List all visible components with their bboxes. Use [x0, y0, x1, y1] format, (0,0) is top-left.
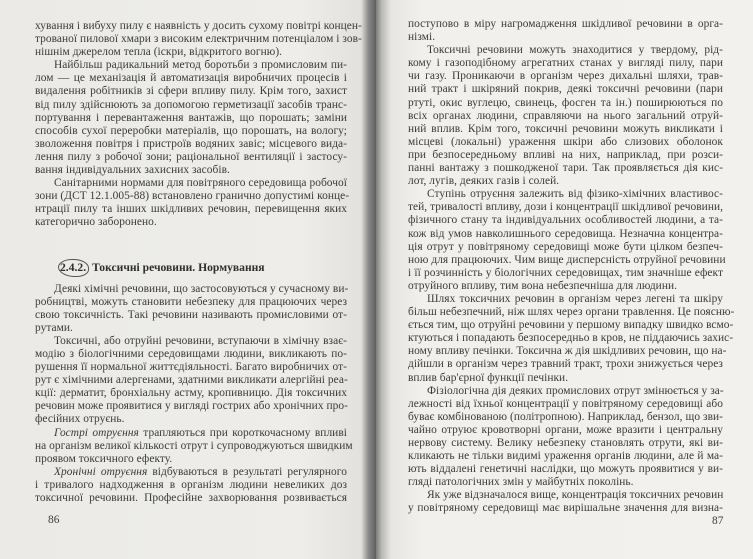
text-line: тей, тривалості впливу, дози і концентрації шкідливої речовини, — [408, 201, 724, 214]
line-rest: трапляються при короткочасному впливі — [138, 426, 347, 439]
text-line: всіх органах людини, справляючи на нього загальний отруй- — [408, 109, 723, 122]
paragraph — [35, 59, 347, 177]
text-line: Ступінь отруєння залежить від фізико-хімічних властивос- — [427, 188, 723, 201]
page-number-left: 86 — [48, 514, 60, 526]
paragraph — [408, 385, 723, 490]
text-line: Фізіологічна дія деяких промислових отрут змінюється у за- — [427, 384, 724, 397]
left-page-paragraphs-after-heading — [35, 282, 353, 506]
text-line: лежності від їхньої концентрації у повітряному середовищі або — [408, 397, 723, 410]
text-line: чайно отруює кровотворні органи, може вразити і центральну — [408, 423, 723, 436]
text-line: проявом токсичного ефекту. — [35, 452, 173, 465]
text-line: речовин може проявитися у вигляді гострих або хронічних про- — [35, 400, 348, 413]
paragraph — [35, 335, 347, 427]
text-line: місцеві (локальні) ураження шкіри або слизових оболонок — [408, 135, 723, 148]
text-line: портування і перевантаження вантажів, що порошать; заміни — [35, 111, 347, 124]
text-line: вання індивідуальних захисних засобів. — [35, 164, 230, 177]
text-line: зони (ДСТ 12.1.005-88) встановлено гранично допустимі конце- — [35, 190, 350, 203]
paragraph — [35, 177, 350, 229]
text-line: видалення робітників зі сфери впливу пилу. Крім того, захист — [35, 85, 347, 98]
text-line: буває комбінованою (політропною). Наприклад, бензол, що зви- — [408, 410, 723, 423]
text-line: кції: дерматит, бронхіальну астму, кропивницю. Дія токсичних — [35, 387, 347, 400]
text-line: лом — це механізація й автоматизація виробничих процесів і — [35, 72, 347, 85]
italic-term: Хронічні отруєння — [54, 465, 148, 478]
text-line: дійшли в організм через травний тракт, трохи знижується через — [408, 358, 723, 371]
text-line: рутами. — [35, 321, 73, 334]
text-line: ному впливу печінки. Токсична ж дія шкідливих речовин, що на- — [408, 345, 727, 358]
text-line: Шлях токсичних речовин в організм через легені та шкіру — [427, 292, 723, 305]
text-line: вплив бар'єрної функції печінки. — [408, 371, 569, 384]
text-line: гляді патологічних змін у майбутніх поколінь. — [408, 476, 634, 489]
paragraph — [35, 20, 362, 59]
right-page-text — [408, 18, 735, 516]
left-page-text — [35, 20, 362, 505]
text-line: рут є хімічними алергенами, здатними викликати алергійні реа- — [35, 374, 348, 387]
text-line: хування і вибуху пилу є наявність у досить сухому повітрі концен- — [35, 20, 362, 32]
text-line: ється тим, що отруйні речовини у першому випадку швидко всмо- — [408, 319, 734, 332]
text-line: у повітряному середовищі має вирішальне значення для визна- — [408, 502, 723, 515]
text-line: кож від умов навколишнього середовища. Незначна концентра- — [408, 227, 723, 240]
text-line: робництві, можуть становити небезпеку для працюючих через — [35, 295, 347, 308]
text-line: від пилу здійснюють за допомогою герметизації засобів транс- — [35, 98, 347, 111]
paragraph — [408, 18, 723, 44]
text-line: ний вплив. Крім того, токсичні речовини можуть викликати і — [408, 122, 723, 135]
text-line: Токсичні, або отруйні речовини, вступаючи в хімічну взає- — [54, 334, 347, 347]
text-line: отруйного впливу, тим вона небезпечніша для людини. — [408, 279, 678, 292]
section-heading — [35, 259, 347, 275]
paragraph — [408, 188, 726, 293]
text-line: Токсичні речовини можуть знаходитися у твердому, рід- — [427, 44, 723, 57]
text-line: нтрації пилу та інших шкідливих речовин, перевищення яких — [35, 203, 347, 216]
text-line: ють віддалені генетичні наслідки, що можуть проявитися у ви- — [408, 463, 723, 476]
text-line: чи газу. Проникаючи в організм через дихальні шляхи, трав- — [408, 70, 723, 83]
text-line: токсичної речовини. Професійне захворювання розвивається — [35, 492, 347, 504]
text-line: і її розчинність у біологічних середовищах, тим значніше ефект — [408, 266, 723, 279]
text-line: панні вантажу з пошкодженої тари. Так проявляється дія кис- — [408, 162, 723, 175]
text-line: трованої пилової хмари з високим електричним потенціалом і зов- — [35, 33, 362, 46]
text-line — [35, 466, 347, 479]
section-title: Токсичні речовини. Нормування — [92, 260, 265, 274]
text-line: поступово в міру нагромадження шкідливої речовини в орга- — [408, 18, 723, 30]
paragraph — [35, 426, 353, 466]
right-page-paragraphs — [408, 18, 735, 516]
page-number-right: 87 — [712, 515, 724, 527]
text-line: ний тракт і шкіряний покрив, деякі токсичні речовини (пари — [408, 83, 723, 96]
text-line: рушення її нормальної життєдіяльності. Багато виробничих от- — [35, 361, 347, 374]
paragraph — [35, 466, 347, 505]
text-line: на організм великої кількості отрут і супроводжуються швидким — [35, 439, 353, 452]
text-line: і тривалого надходження в організм людини невеликих доз — [35, 478, 347, 491]
text-line: нізмі. — [408, 31, 436, 44]
text-line: ктуються і попадають безпосередньо в кров, не піддаючись захис- — [408, 332, 734, 345]
text-line: ртуті, окис вуглецю, свинець, фосген та ін.) поширюються по — [408, 96, 723, 109]
text-line: кликають не тільки видимі ураження органів людини, але й ма- — [408, 450, 723, 463]
text-line: фесійних отруєнь. — [35, 413, 125, 426]
text-line: Найбільш радикальний метод боротьби з промисловим пи- — [54, 59, 347, 72]
text-line: лення пилу з робочої зони; раціональної вентиляції і застосу- — [35, 150, 347, 163]
text-line: модію з біологічними середовищами людини, викликають по- — [35, 347, 347, 360]
text-line: ною для працюючих. Чим вище дисперсність отруйної речовини — [408, 253, 726, 266]
paragraph — [35, 283, 347, 335]
text-line: кому і газоподібному агрегатних станах у вигляді пилу, пари — [408, 57, 723, 70]
paragraph — [408, 292, 735, 385]
paragraph — [408, 44, 723, 188]
paragraph — [408, 489, 723, 515]
left-page-paragraphs-before-heading — [35, 20, 362, 230]
text-line: свою токсичність. Такі речовини називають промисловими от- — [35, 308, 347, 321]
text-line: категорично заборонено. — [35, 216, 157, 229]
text-line: більш небезпечний, ніж шлях через органи травлення. Це поясню- — [408, 306, 735, 319]
text-line: Як уже відзначалося вище, концентрація токсичних речовин — [427, 489, 724, 502]
text-line: нішнім джерелом тепла (іскри, відкритого вогню). — [35, 46, 283, 59]
text-line: нервову систему. Велику небезпеку становлять отрути, які ви- — [408, 437, 723, 449]
text-line: Санітарними нормами для повітряного середовища робочої — [54, 177, 347, 190]
text-line: способів сухої переробки матеріалів, що порошать, на вологу; — [35, 124, 347, 137]
text-line: ція отрут у повітряному середовищі може бути цілком безпеч- — [408, 240, 723, 253]
text-line: лот, лугів, деяких газів і солей. — [408, 175, 560, 188]
italic-term: Гострі отруєння — [54, 426, 139, 439]
text-line: при безпосередньому впливі на них, наприклад, при розси- — [408, 148, 723, 161]
line-rest: відбуваються в результаті регулярного — [147, 465, 347, 478]
text-line: зволоження повітря і пристроїв водяних завіс; місцевого вида- — [35, 137, 347, 150]
text-line: фізичного стану та індивідуальних особливостей людини, а та- — [408, 214, 723, 227]
text-line: Деякі хімічні речовини, що застосовуються у сучасному ви- — [54, 282, 349, 295]
right-page — [376, 0, 753, 559]
left-page — [0, 0, 376, 559]
text-line — [35, 427, 347, 440]
section-number-circled: 2.4.2. — [58, 259, 89, 277]
